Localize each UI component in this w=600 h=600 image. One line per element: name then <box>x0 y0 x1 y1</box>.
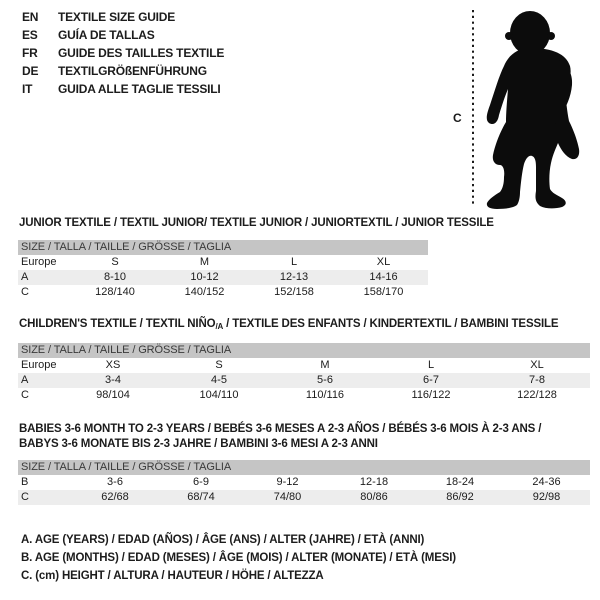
table-row <box>18 373 590 388</box>
row-label: C <box>21 389 29 401</box>
age-cell: 9-12 <box>276 476 299 488</box>
table-title-text: / TEXTILE DES ENFANTS / KINDERTEXTIL / BAMBINI TESSILE <box>223 318 559 330</box>
age-cell: 3-6 <box>107 476 123 488</box>
language-title-block <box>22 8 224 98</box>
language-label: GUIDA ALLE TAGLIE TESSILI <box>58 82 221 96</box>
size-cell: M <box>199 256 210 268</box>
size-cell: XL <box>376 256 391 268</box>
language-label: TEXTILE SIZE GUIDE <box>58 10 176 24</box>
table-row <box>18 490 590 505</box>
table-title-text: CHILDREN'S TEXTILE / TEXTIL NIÑO <box>19 318 216 330</box>
age-cell: 14-16 <box>369 271 398 283</box>
size-cell: L <box>290 256 298 268</box>
baby-figure <box>445 2 595 215</box>
size-cell: XS <box>105 359 121 371</box>
row-label: B <box>21 476 29 488</box>
row-label: Europe <box>21 359 57 371</box>
height-cell: 68/74 <box>187 491 215 503</box>
age-cell: 12-13 <box>279 271 309 283</box>
size-header-bar: SIZE / TALLA / TAILLE / GRÖSSE / TAGLIA <box>18 343 590 358</box>
age-cell: 12-18 <box>359 476 389 488</box>
table-title-babies <box>19 422 541 452</box>
height-cell: 104/110 <box>199 389 239 401</box>
size-header-bar: SIZE / TALLA / TAILLE / GRÖSSE / TAGLIA <box>18 460 590 475</box>
age-cell: 7-8 <box>529 374 545 386</box>
height-cell: 122/128 <box>517 389 557 401</box>
language-code: EN <box>22 10 39 24</box>
row-label: Europe <box>21 256 57 268</box>
age-cell: 8-10 <box>103 271 127 283</box>
row-label: C <box>21 491 29 503</box>
height-cell: 116/122 <box>411 389 451 401</box>
language-label: TEXTILGRÖßENFÜHRUNG <box>58 64 207 78</box>
table-title-children <box>19 317 558 334</box>
table-row <box>18 270 428 285</box>
language-label: GUÍA DE TALLAS <box>58 28 155 42</box>
row-label: C <box>21 286 29 298</box>
age-cell: 6-7 <box>423 374 439 386</box>
language-code: IT <box>22 82 33 96</box>
size-cell: L <box>427 359 435 371</box>
language-code: FR <box>22 46 38 60</box>
size-table-babies <box>18 460 590 505</box>
height-cell: 152/158 <box>274 286 314 298</box>
age-cell: 5-6 <box>317 374 333 386</box>
language-code: DE <box>22 64 39 78</box>
table-row <box>18 475 590 490</box>
table-row <box>18 358 590 373</box>
size-cell: S <box>111 256 119 268</box>
row-label: A <box>21 374 29 386</box>
table-row <box>18 388 590 403</box>
table-title-subscript: /A <box>215 322 224 331</box>
language-row <box>22 44 224 62</box>
table-title-line2: BABYS 3-6 MONATE BIS 2-3 JAHRE / BAMBINI 3-6 MESI A 2-3 ANNI <box>19 438 378 450</box>
size-cell: XL <box>530 359 544 371</box>
table-title-line1: BABIES 3-6 MONTH TO 2-3 YEARS / BEBÉS 3-6 MESES A 2-3 AÑOS / BÉBÉS 3-6 MOIS À 2-3 ANS / <box>19 423 542 435</box>
language-row <box>22 8 224 26</box>
age-cell: 18-24 <box>445 476 475 488</box>
legend-line-a: A. AGE (YEARS) / EDAD (AÑOS) / ÂGE (ANS) / ALTER (JAHRE) / ETÀ (ANNI) <box>21 534 425 546</box>
row-label: A <box>21 271 29 283</box>
age-cell: 3-4 <box>105 374 121 386</box>
size-cell: M <box>320 359 330 371</box>
height-cell: 98/104 <box>96 389 130 401</box>
language-row <box>22 26 224 44</box>
table-title-junior <box>19 216 494 231</box>
language-row <box>22 80 224 98</box>
language-code: ES <box>22 28 38 42</box>
height-cell: 140/152 <box>184 286 225 298</box>
legend-line-c: C. (cm) HEIGHT / ALTURA / HAUTEUR / HÖHE / ALTEZZA <box>21 570 324 582</box>
height-cell: 80/86 <box>360 491 388 503</box>
height-cell: 86/92 <box>446 491 474 503</box>
size-table-children <box>18 343 590 403</box>
figure-c-label: C <box>453 111 462 125</box>
size-header-bar: SIZE / TALLA / TAILLE / GRÖSSE / TAGLIA <box>18 240 428 255</box>
height-cell: 158/170 <box>363 286 404 298</box>
height-cell: 128/140 <box>95 286 135 298</box>
baby-silhouette <box>487 11 579 209</box>
size-cell: S <box>215 359 223 371</box>
age-cell: 24-36 <box>532 476 561 488</box>
age-cell: 6-9 <box>193 476 209 488</box>
age-cell: 10-12 <box>190 271 219 283</box>
height-cell: 62/68 <box>101 491 129 503</box>
table-title-text: JUNIOR TEXTILE / TEXTIL JUNIOR/ TEXTILE JUNIOR / JUNIORTEXTIL / JUNIOR TESSILE <box>19 217 494 229</box>
language-row <box>22 62 224 80</box>
legend-line-b: B. AGE (MONTHS) / EDAD (MESES) / ÂGE (MOIS) / ALTER (MONATE) / ETÀ (MESI) <box>21 552 456 564</box>
table-row <box>18 285 428 300</box>
height-cell: 92/98 <box>532 491 561 503</box>
table-row <box>18 255 428 270</box>
age-cell: 4-5 <box>211 374 227 386</box>
height-cell: 110/116 <box>305 389 345 401</box>
height-cell: 74/80 <box>273 491 302 503</box>
legend-block <box>21 531 456 585</box>
size-table-junior <box>18 240 428 300</box>
language-label: GUIDE DES TAILLES TEXTILE <box>58 46 225 60</box>
